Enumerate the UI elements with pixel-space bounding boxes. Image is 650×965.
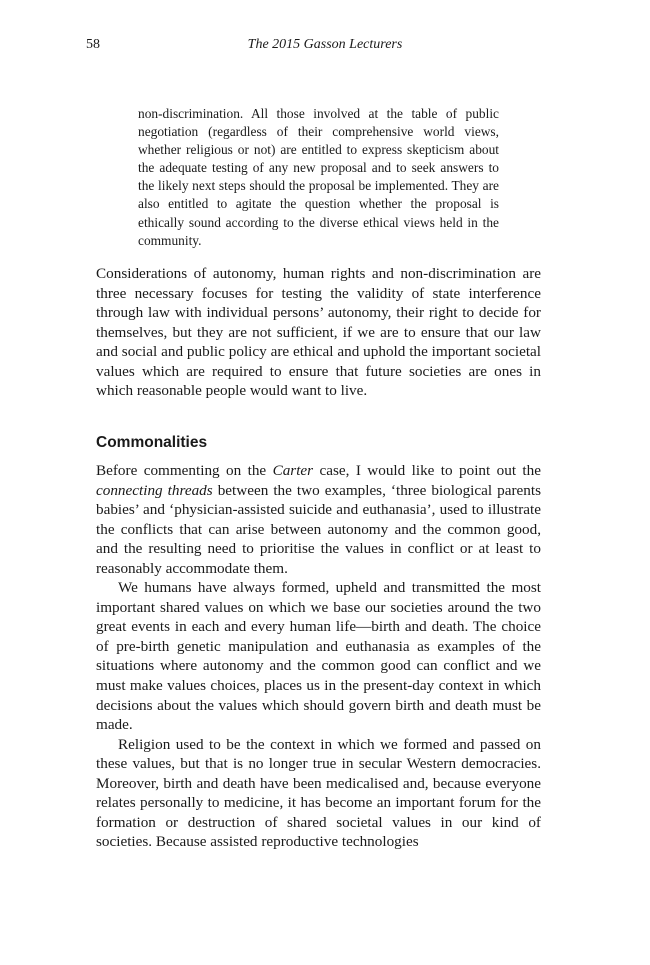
- running-title: The 2015 Gasson Lecturers: [247, 37, 403, 52]
- paragraph-second: We humans have always formed, upheld and transmitted the most important shared values on which we base our societies around the two great events in each and every human life—birth and death. The choice of pre-birth genetic manipulation and euthanasia as examples of the situations where autonomy and the common good can conflict and we must make values choices, places us in the present-day context in which decisions about the values which should govern birth and death must be made.: [96, 579, 541, 734]
- case-name: Carter: [272, 462, 314, 479]
- section-body: [96, 461, 541, 852]
- body-paragraph: [96, 264, 541, 401]
- text-run: between the two examples, ‘three biological parents babies’ and ‘physician-assisted suicide and euthanasia’, used to illustrate the conflicts that can arise between autonomy and the common good, and the resulting need to prioritise the values in conflict or at least to reasonably accommodate them.: [96, 481, 541, 577]
- paragraph-first: [96, 461, 541, 578]
- section-heading: Commonalities: [96, 434, 208, 451]
- text-run: Before commenting on the: [96, 462, 273, 479]
- text-run: case, I would like to point out the: [313, 462, 541, 479]
- page-number: 58: [86, 37, 100, 52]
- paragraph-third: Religion used to be the context in which we formed and passed on these values, but that is no longer true in secular Western democracies. Moreover, birth and death have been medicalised and, because everyone relates personally to medicine, it has become an important forum for the formation or destruction of shared societal values in our kind of societies. Because assisted reproductive technologies: [96, 735, 541, 851]
- paragraph-text: Considerations of autonomy, human rights and non-discrimination are three necessary focuses for testing the validity of state interference through law with individual persons’ autonomy, their right to decide for themselves, but they are not sufficient, if we are to ensure that our law and social and public policy are ethical and uphold the important societal values which are required to ensure that future societies are ones in which reasonable people would want to live.: [96, 265, 541, 400]
- block-quote: non-discrimination. All those involved at the table of public negotiation (regardless of their comprehensive world views, whether religious or not) are entitled to express skepticism about the adequate testing of any new proposal and to seek answers to the likely next steps should the proposal be implemented. They are also entitled to agitate the question whether the proposal is ethically sound according to the diverse ethical views held in the community.: [138, 106, 499, 248]
- emphasis-phrase: connecting threads: [96, 481, 213, 499]
